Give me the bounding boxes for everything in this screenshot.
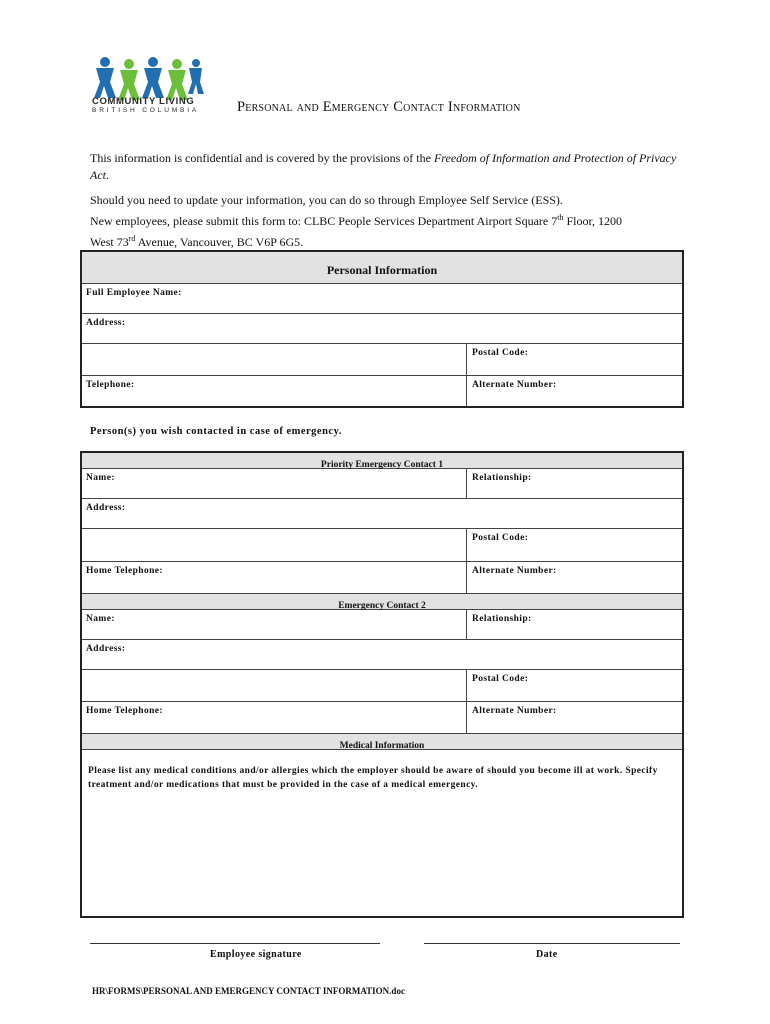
contact1-address-label: Address: — [86, 503, 126, 513]
emergency-contacts-heading: Person(s) you wish contacted in case of emergency. — [90, 426, 342, 437]
contact2-postal-label: Postal Code: — [472, 674, 529, 684]
contact2-name-label: Name: — [86, 614, 115, 624]
footer-file-path: HR\FORMS\PERSONAL AND EMERGENCY CONTACT INFORMATION.doc — [92, 986, 405, 996]
contact2-address-label: Address: — [86, 644, 126, 654]
employee-signature-label: Employee signature — [210, 949, 302, 960]
contact1-telephone-row[interactable] — [82, 562, 682, 594]
alternate-number-label: Alternate Number: — [472, 380, 557, 390]
contact2-address-field-1[interactable] — [82, 640, 682, 670]
full-name-field[interactable] — [82, 284, 682, 314]
address-label: Address: — [86, 318, 126, 328]
logo-text-line2: BRITISH COLUMBIA — [92, 107, 200, 114]
medical-info-instructions: Please list any medical conditions and/or allergies which the employer should be aware of should you become ill at work. Specify treatment and/or medications that must be provided in the case of a medical emergency. — [88, 766, 658, 790]
employee-signature-line[interactable] — [90, 943, 380, 944]
telephone-row[interactable] — [82, 376, 682, 406]
contact2-telephone-row[interactable] — [82, 702, 682, 734]
logo-text-line1: COMMUNITY LIVING — [92, 96, 195, 107]
contact1-home-tel-label: Home Telephone: — [86, 566, 163, 576]
intro-paragraph-2: Should you need to update your information, you can do so through Employee Self Service (ESS). New employees, please submit this form to: CLBC People Services Department Airport Square 7th Floor, 1200 West 73rd Avenue, Vancouver, BC V6P 6G5. — [90, 193, 623, 249]
contact2-relationship-label: Relationship: — [472, 614, 532, 624]
contact1-name-row[interactable] — [82, 469, 682, 499]
contact2-home-tel-label: Home Telephone: — [86, 706, 163, 716]
full-name-label: Full Employee Name: — [86, 288, 182, 298]
personal-info-header: Personal Information — [82, 252, 682, 284]
date-line[interactable] — [424, 943, 680, 944]
contact2-address-field-2[interactable] — [82, 670, 682, 702]
contact1-postal-label: Postal Code: — [472, 533, 529, 543]
contact2-alternate-label: Alternate Number: — [472, 706, 557, 716]
personal-info-box — [80, 250, 684, 408]
contact1-header: Priority Emergency Contact 1 — [82, 453, 682, 469]
medical-info-field[interactable] — [82, 750, 682, 916]
contact1-name-label: Name: — [86, 473, 115, 483]
emergency-contacts-box — [80, 451, 684, 918]
contact1-alternate-label: Alternate Number: — [472, 566, 557, 576]
intro-paragraph-1: This information is confidential and is covered by the provisions of the Freedom of Information and Protection of Privacy Act. — [90, 151, 677, 182]
address-field-2[interactable] — [82, 344, 682, 376]
contact1-address-field-1[interactable] — [82, 499, 682, 529]
contact1-address-field-2[interactable] — [82, 529, 682, 562]
telephone-label: Telephone: — [86, 380, 135, 390]
address-field-1[interactable] — [82, 314, 682, 344]
contact2-name-row[interactable] — [82, 610, 682, 640]
contact2-header: Emergency Contact 2 — [82, 594, 682, 610]
page-title: Personal and Emergency Contact Information — [237, 99, 521, 115]
contact1-relationship-label: Relationship: — [472, 473, 532, 483]
postal-code-label: Postal Code: — [472, 348, 529, 358]
medical-info-header: Medical Information — [82, 734, 682, 750]
date-label: Date — [536, 949, 558, 960]
